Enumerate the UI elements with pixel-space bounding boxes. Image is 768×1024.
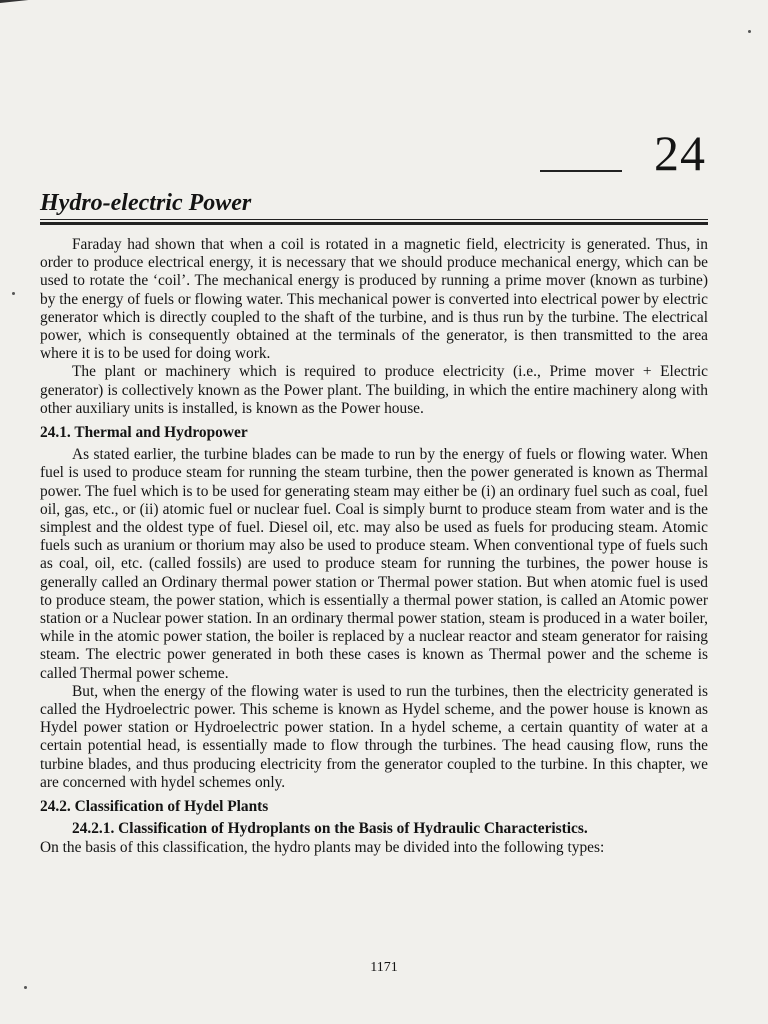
title-rule-thick <box>40 222 708 225</box>
page-number: 1171 <box>370 960 398 975</box>
chapter-number-rule <box>540 170 622 172</box>
scan-corner-mark <box>0 0 60 17</box>
chapter-title: Hydro-electric Power <box>40 190 252 216</box>
intro-paragraph-1: Faraday had shown that when a coil is rotated in a magnetic field, electricity is generated. Thus, in order to produce electrical energy, it is necessary that we should produce mechanical energy, which can be used to rotate the ‘coil’. The mechanical energy is produced by running a prime mover (known as turbine) by the energy of fuels or flowing water. This mechanical power is converted into electrical power by electric generator which is directly coupled to the shaft of the turbine, and is thus run by the turbine. The electrical power, which is consequently obtained at the terminals of the generator, is then transmitted to the area where it is to be used for doing work. <box>40 236 708 363</box>
section-24-2-paragraph-1: On the basis of this classification, the hydro plants may be divided into the following types: <box>40 838 605 856</box>
intro-paragraph-2: The plant or machinery which is required to produce electricity (i.e., Prime mover + Electric generator) is collectively known as the Power plant. The building, in which the entire machinery along with other auxiliary units is installed, is known as the Power house. <box>40 363 708 417</box>
scan-speck <box>24 986 27 989</box>
title-rule-thin <box>40 219 708 220</box>
chapter-number: 24 <box>654 125 706 181</box>
scan-speck <box>748 30 751 33</box>
section-24-1-paragraph-2: But, when the energy of the flowing water is used to run the turbines, then the electricity generated is called the Hydroelectric power. This scheme is known as Hydel scheme, and the power house is known as Hydel power station or Hydroelectric power station. In a hydel scheme, a certain quantity of water at a certain potential head, is essentially made to flow through the turbines. The head causing flow, runs the turbine blades, and thus producing electricity from the generator coupled to the turbine. In this chapter, we are concerned with hydel schemes only. <box>40 682 708 791</box>
section-24-1-paragraph-1: As stated earlier, the turbine blades can be made to run by the energy of fuels or flowing water. When fuel is used to produce steam for running the steam turbine, then the power generated is known as Thermal power. The fuel which is to be used for generating steam may either be (i) an ordinary fuel such as coal, fuel oil, gas, etc., or (ii) atomic fuel or nuclear fuel. Coal is simply burnt to produce steam from water and is the simplest and the oldest type of fuel. Diesel oil, etc. may also be used as fuels for producing steam. Atomic fuels such as uranium or thorium may also be used to produce steam. When conventional type of fuels such as coal, oil, etc. (called fossils) are used to produce steam for running the turbines, the power house is generally called an Ordinary thermal power station or Thermal power station. But when atomic fuel is used to produce steam, the power station, which is essentially a thermal power station, is called an Atomic power station or a Nuclear power station. In an ordinary thermal power station, steam is produced in a water boiler, while in the atomic power station, the boiler is replaced by a nuclear reactor and steam generator for raising steam. The electric power generated in both these cases is known as Thermal power and the scheme is called Thermal power scheme. <box>40 446 708 682</box>
section-heading-24-1: 24.1. Thermal and Hydropower <box>40 424 248 442</box>
chapter-body <box>40 236 708 857</box>
subsection-heading-24-2-1: 24.2.1. Classification of Hydroplants on the Basis of Hydraulic Characteristics. <box>72 820 588 838</box>
scan-speck <box>12 292 15 295</box>
section-heading-24-2: 24.2. Classification of Hydel Plants <box>40 798 269 816</box>
